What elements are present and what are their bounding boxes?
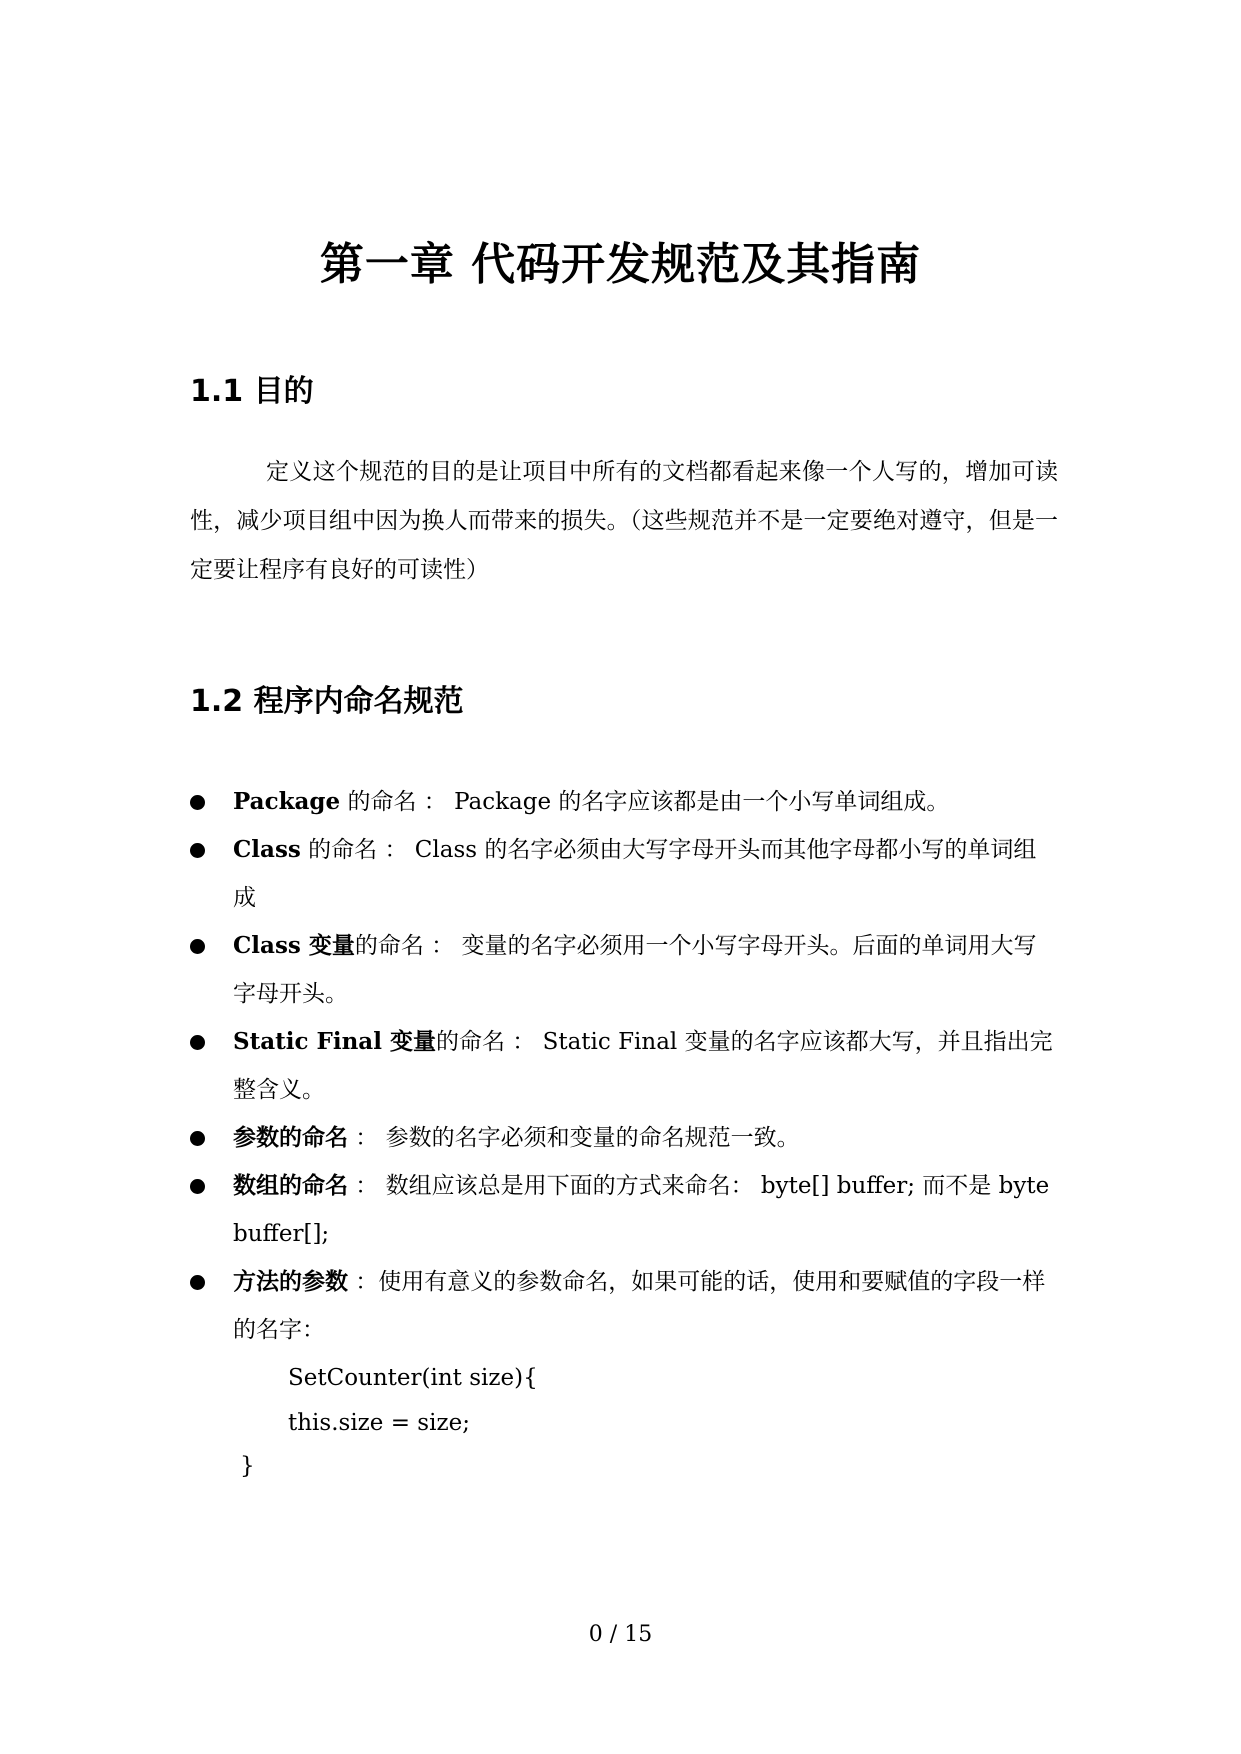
rule-term: Class 变量 [233,932,355,959]
purpose-paragraph: 定义这个规范的目的是让项目中所有的文档都看起来像一个人写的，增加可读性，减少项目组中因为换人而带来的损失。（这些规范并不是一定要绝对遵守，但是一定要让程序有良好的可读性） [190,459,1058,583]
rule-text: 的命名 ： Class 的名字必须由大写字母开头而其他字母都小写的单词组成 [233,837,1037,911]
list-item [190,778,1058,826]
page-number: 0 / 15 [588,1622,653,1647]
list-item [190,1258,1058,1354]
rule-term: 数组的命名 [233,1172,348,1199]
code-line-signature: SetCounter(int size){ [288,1365,538,1391]
rule-text: ：使用有意义的参数命名，如果可能的话，使用和要赋值的字段一样的名字： [233,1269,1046,1343]
chapter-title: 第一章 代码开发规范及其指南 [319,239,922,290]
rule-text: ： 数组应该总是用下面的方式来命名： byte[] buffer; 而不是 byte buffer[]; [233,1173,1050,1247]
bullet-icon [190,795,205,810]
bullet-icon [190,1179,205,1194]
list-item [190,826,1058,922]
rule-text: ： 参数的名字必须和变量的命名规范一致。 [348,1125,800,1151]
bullet-icon [190,843,205,858]
section-heading-purpose: 1.1 目的 [190,374,314,409]
rule-term: Static Final 变量 [233,1028,436,1055]
rule-text: 的命名 ： 变量的名字必须用一个小写字母开头。后面的单词用大写字母开头。 [233,933,1037,1007]
rule-term: Class [233,836,301,863]
naming-rules-list [190,778,1058,1354]
list-item [190,1162,1058,1258]
rule-term: 参数的命名 [233,1124,348,1151]
code-example [288,1356,538,1446]
bullet-icon [190,1275,205,1290]
code-line-assignment: this.size = size; [288,1410,470,1436]
rule-text: 的命名 ： Static Final 变量的名字应该都大写，并且指出完整含义。 [233,1029,1053,1103]
bullet-icon [190,1131,205,1146]
rule-term: Package [233,788,341,815]
bullet-icon [190,939,205,954]
list-item [190,1114,1058,1162]
code-closing-brace: } [240,1453,255,1479]
bullet-icon [190,1035,205,1050]
section-heading-naming: 1.2 程序内命名规范 [190,684,464,719]
rule-term: 方法的参数 [233,1268,348,1295]
rule-text: 的命名 ： Package 的名字应该都是由一个小写单词组成。 [340,789,950,815]
list-item [190,1018,1058,1114]
list-item [190,922,1058,1018]
